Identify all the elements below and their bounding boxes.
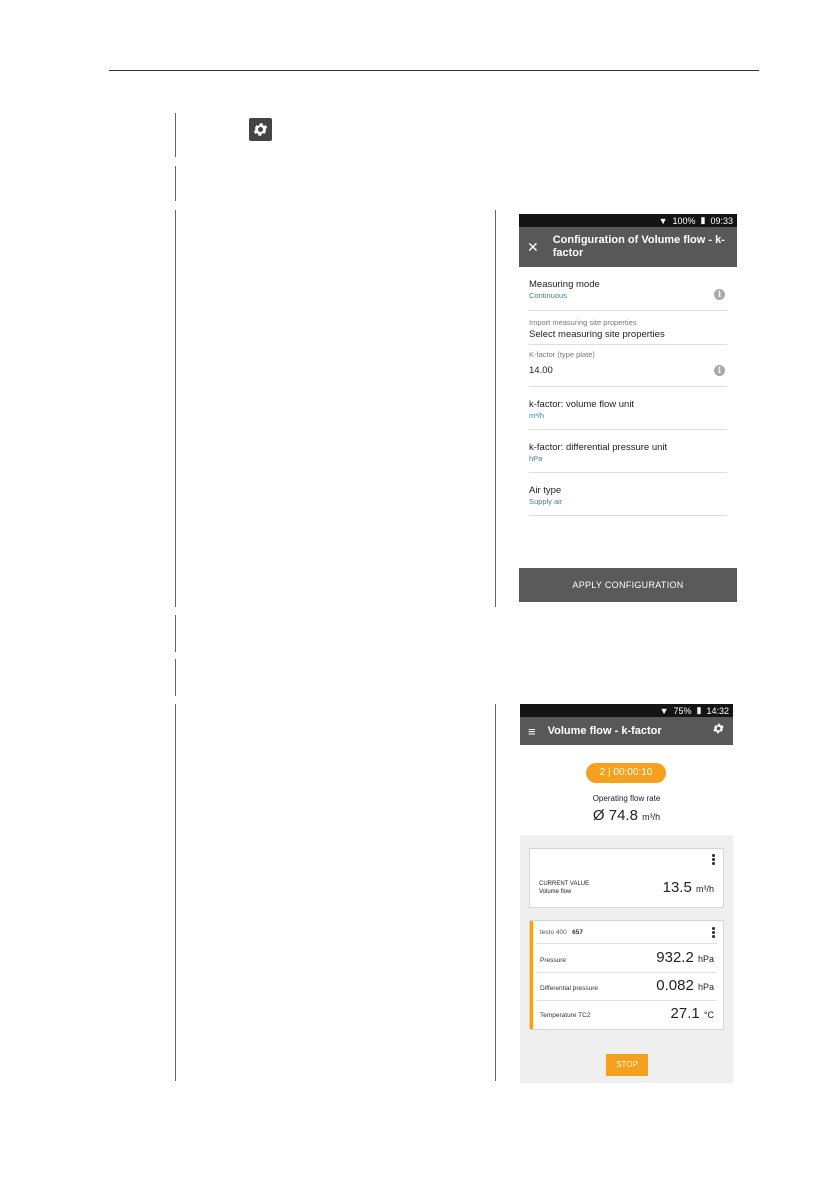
reading-value [656, 977, 714, 994]
operating-flow-readout [520, 807, 733, 824]
reading-value [656, 949, 714, 966]
item-label: k-factor: volume flow unit [529, 399, 635, 410]
clock: 14:32 [706, 705, 729, 716]
list-item-measuring-mode[interactable] [529, 267, 727, 311]
page-title: Volume flow - k-factor [547, 725, 662, 737]
battery-level: 100% [672, 215, 696, 226]
probe-id: 657 [572, 929, 584, 936]
battery-icon: ▮ [696, 705, 702, 715]
reading-unit: °C [703, 1010, 714, 1020]
operating-flow-value: Ø 74.8 [592, 807, 638, 824]
probe-header [540, 929, 583, 936]
info-icon[interactable]: i [714, 365, 725, 376]
reading-unit: hPa [697, 954, 714, 964]
reading-number: 932.2 [656, 949, 694, 966]
probe-card [529, 920, 724, 1030]
item-label: K-factor (type plate) [529, 350, 595, 359]
step-line-4 [175, 615, 176, 652]
current-value-number: 13.5 [662, 879, 692, 896]
step-line-6-right [495, 704, 496, 1081]
probe-accent-bar [530, 921, 533, 1029]
status-bar [520, 704, 733, 717]
list-item-air-type[interactable] [529, 473, 727, 516]
list-item-k-factor[interactable] [529, 345, 727, 387]
current-value-card [529, 848, 724, 908]
operating-flow-unit: m³/h [642, 812, 661, 822]
reading-number: 0.082 [656, 977, 694, 994]
current-value-unit: m³/h [696, 884, 714, 894]
item-value: hPa [529, 454, 543, 463]
divider [536, 943, 717, 944]
apply-configuration-button[interactable]: APPLY CONFIGURATION [519, 568, 737, 602]
divider [536, 972, 717, 973]
reading-label: Temperature TC2 [540, 1012, 591, 1019]
settings-gear-icon[interactable] [712, 722, 725, 740]
timer-badge: 2 | 00:00:10 [586, 763, 666, 783]
app-bar [520, 717, 733, 745]
app-bar [519, 227, 737, 267]
more-options-icon[interactable] [712, 854, 715, 866]
wifi-icon: ▼ [658, 215, 668, 226]
page-title: Configuration of Volume flow - k-factor [552, 234, 725, 259]
summary-panel [520, 745, 733, 835]
step-line-5 [175, 659, 176, 696]
battery-icon: ▮ [700, 215, 706, 225]
battery-level: 75% [673, 705, 692, 716]
list-item-volume-flow-unit[interactable] [529, 387, 727, 430]
step-line-3 [175, 210, 176, 607]
item-label: Measuring mode [529, 279, 600, 290]
step-line-2 [175, 166, 176, 201]
stop-button[interactable]: STOP [606, 1054, 648, 1076]
configuration-screen [519, 214, 737, 602]
status-bar [519, 214, 737, 227]
divider [536, 1000, 717, 1001]
current-value-title: CURRENT VALUE [539, 881, 590, 887]
measurement-screen [520, 704, 733, 1083]
probe-name: testo 400 [540, 929, 567, 936]
reading-value [671, 1005, 714, 1022]
header-rule [109, 70, 759, 71]
current-value-label [539, 880, 589, 896]
step-line-6 [175, 704, 176, 1081]
list-item-import-site[interactable] [529, 311, 727, 345]
current-value-subtitle: Volume flow [539, 889, 572, 895]
reading-label: Pressure [540, 957, 567, 964]
step-line-1 [175, 113, 176, 157]
wifi-icon: ▼ [659, 705, 669, 716]
current-value-readout [663, 879, 714, 896]
item-value: Select measuring site properties [529, 329, 665, 340]
item-value: 14.00 [529, 365, 553, 376]
config-list [529, 267, 727, 516]
item-label: Air type [529, 485, 562, 496]
list-item-pressure-unit[interactable] [529, 430, 727, 473]
reading-label: Differential pressure [540, 985, 599, 992]
item-label: Import measuring site properties [529, 318, 637, 327]
clock: 09:33 [710, 215, 733, 226]
item-value: m³/h [529, 411, 544, 420]
item-value: Continuous [529, 291, 567, 300]
reading-unit: hPa [697, 982, 714, 992]
more-options-icon[interactable] [712, 927, 715, 939]
step-line-3-right [495, 210, 496, 607]
item-value: Supply air [529, 497, 563, 506]
info-icon[interactable]: i [714, 289, 725, 300]
reading-number: 27.1 [670, 1005, 700, 1022]
close-icon[interactable]: ✕ [527, 238, 539, 255]
settings-gear-icon [249, 118, 272, 141]
operating-flow-label: Operating flow rate [592, 794, 661, 803]
item-label: k-factor: differential pressure unit [529, 442, 668, 453]
menu-icon[interactable]: ≡ [528, 723, 536, 739]
